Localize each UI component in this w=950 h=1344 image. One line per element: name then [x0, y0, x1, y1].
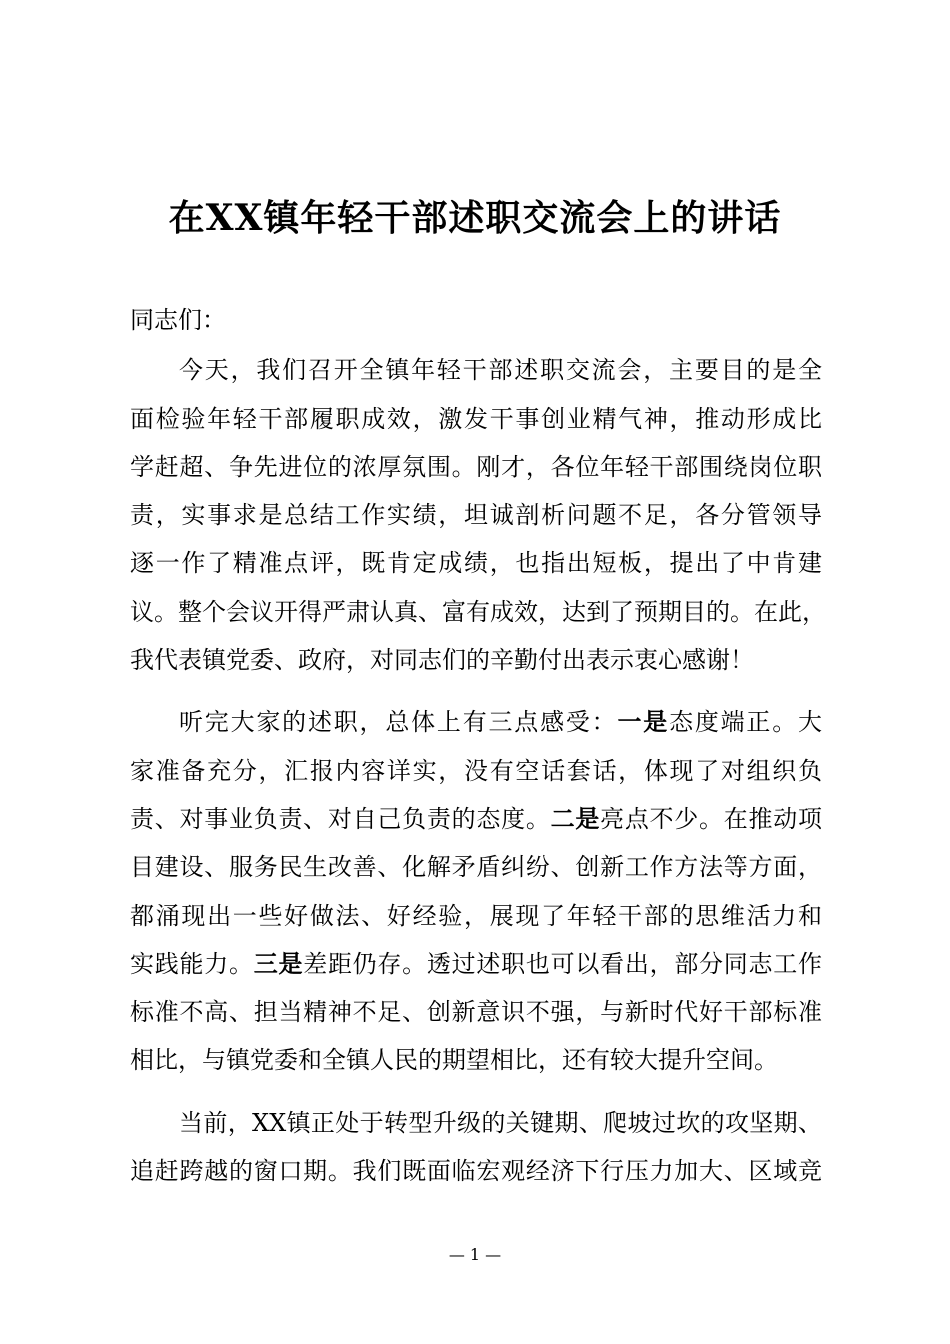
text-line: 目建设、服务民生改善、化解矛盾纠纷、创新工作方法等方面， [130, 853, 822, 882]
bold-emphasis: 三是 [253, 948, 304, 978]
salutation: 同志们： [130, 306, 226, 334]
paragraph-3 [130, 1099, 822, 1196]
page-number: — 1 — [448, 1245, 502, 1264]
text-line: 都涌现出一些好做法、好经验，展现了年轻干部的思维活力和 [130, 901, 822, 930]
text-line: 我代表镇党委、政府，对同志们的辛勤付出表示衷心感谢！ [130, 646, 754, 675]
text-line: 标准不高、担当精神不足、创新意识不强，与新时代好干部标准 [130, 998, 822, 1027]
text-segment: 实践能力。 [130, 949, 254, 978]
text-line: 责，实事求是总结工作实绩，坦诚剖析问题不足，各分管领导 [130, 501, 822, 530]
paragraph-1 [130, 346, 826, 684]
text-segment: 差距仍存。透过述职也可以看出，部分同志工作 [303, 949, 823, 978]
text-segment: 听完大家的述职，总体上有三点感受： [179, 708, 618, 737]
text-line: 逐一作了精准点评，既肯定成绩，也指出短板，提出了中肯建 [130, 549, 822, 578]
paragraph-2 [130, 698, 822, 1084]
text-line: 当前，XX镇正处于转型升级的关键期、爬坡过坎的攻坚期、 [179, 1108, 822, 1137]
bold-emphasis: 一是 [617, 707, 670, 737]
text-line: 追赶跨越的窗口期。我们既面临宏观经济下行压力加大、区域竞 [130, 1157, 822, 1186]
document-body [130, 296, 826, 1209]
text-line: 相比，与镇党委和全镇人民的期望相比，还有较大提升空间。 [130, 1046, 778, 1075]
text-line [130, 940, 822, 988]
text-line: 议。整个会议开得严肃认真、富有成效，达到了预期目的。在此， [130, 597, 826, 626]
text-line [130, 795, 822, 843]
text-segment: 责、对事业负责、对自己负责的态度。 [130, 804, 551, 833]
document-title: 在XX镇年轻干部述职交流会上的讲话 [168, 197, 782, 239]
text-segment: 态度端正。大 [669, 708, 823, 737]
text-line: 今天，我们召开全镇年轻干部述职交流会，主要目的是全 [179, 356, 822, 385]
text-segment: 亮点不少。在推动项 [600, 804, 823, 833]
text-line: 学赶超、争先进位的浓厚氛围。刚才，各位年轻干部围绕岗位职 [130, 452, 822, 481]
text-line: 家准备充分，汇报内容详实，没有空话套话，体现了对组织负 [130, 756, 822, 785]
bold-emphasis: 二是 [550, 803, 601, 833]
text-line [130, 698, 822, 746]
text-line: 面检验年轻干部履职成效，激发干事创业精气神，推动形成比 [130, 404, 822, 433]
